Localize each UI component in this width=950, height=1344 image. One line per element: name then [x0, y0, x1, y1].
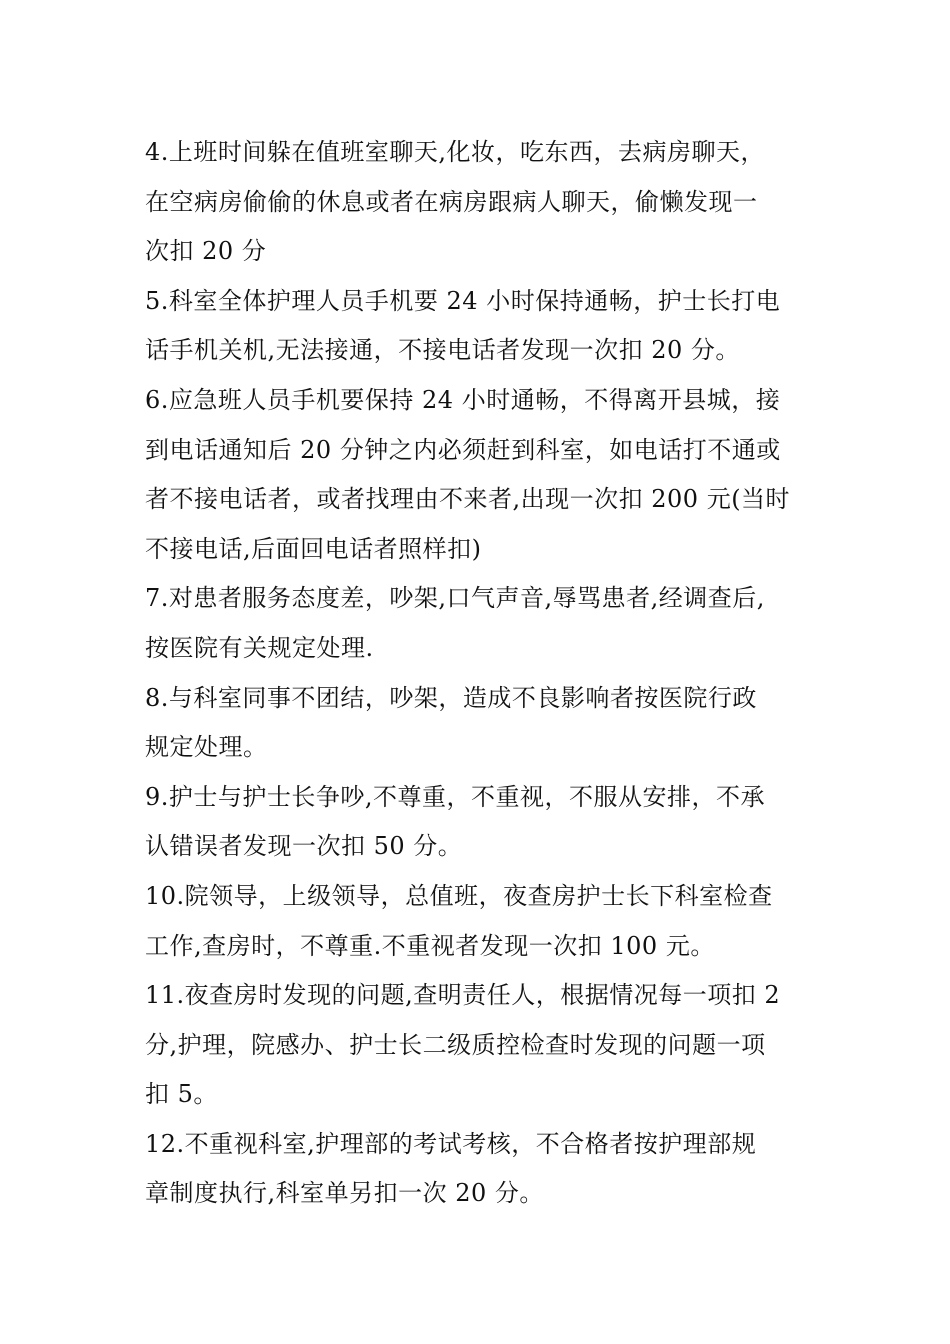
text-line: 不接电话,后面回电话者照样扣) — [145, 534, 482, 563]
text-line: 12.不重视科室,护理部的考试考核，不合格者按护理部规 — [145, 1129, 757, 1158]
text-line: 话手机关机,无法接通，不接电话者发现一次扣 20 分。 — [145, 336, 740, 365]
text-line: 规定处理。 — [145, 733, 268, 762]
text-line: 6.应急班人员手机要保持 24 小时通畅，不得离开县城，接 — [145, 385, 781, 414]
text-line: 10.院领导，上级领导，总值班，夜查房护士长下科室检查 — [145, 881, 773, 910]
document-body — [145, 128, 815, 1219]
text-line: 工作,查房时，不尊重.不重视者发现一次扣 100 元。 — [145, 931, 715, 960]
text-line: 在空病房偷偷的休息或者在病房跟病人聊天，偷懒发现一 — [145, 187, 758, 216]
text-line: 5.科室全体护理人员手机要 24 小时保持通畅，护士长打电 — [145, 286, 781, 315]
text-line: 认错误者发现一次扣 50 分。 — [145, 832, 463, 861]
text-line: 4.上班时间躲在值班室聊天,化妆，吃东西，去病房聊天， — [145, 138, 766, 166]
text-line: 分,护理，院感办、护士长二级质控检查时发现的问题一项 — [145, 1030, 766, 1059]
text-line: 7.对患者服务态度差，吵架,口气声音,辱骂患者,经调查后, — [145, 584, 765, 613]
text-line: 到电话通知后 20 分钟之内必须赶到科室，如电话打不通或 — [145, 435, 781, 464]
text-line: 扣 5。 — [145, 1080, 218, 1109]
text-line: 9.护士与护士长争吵,不尊重，不重视，不服从安排，不承 — [145, 782, 766, 811]
text-line: 者不接电话者，或者找理由不来者,出现一次扣 200 元(当时 — [145, 485, 791, 514]
text-line: 章制度执行,科室单另扣一次 20 分。 — [145, 1179, 544, 1208]
text-line: 次扣 20 分 — [145, 237, 267, 266]
text-line: 11.夜查房时发现的问题,查明责任人，根据情况每一项扣 2 — [145, 981, 781, 1010]
text-line: 按医院有关规定处理. — [145, 633, 374, 662]
text-line: 8.与科室同事不团结，吵架，造成不良影响者按医院行政 — [145, 683, 757, 712]
